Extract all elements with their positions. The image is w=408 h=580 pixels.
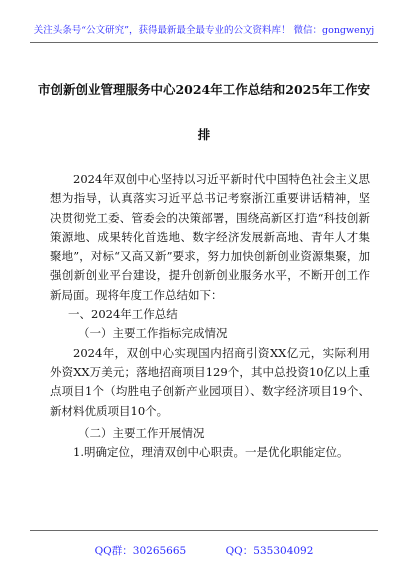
document-title-line1: 市创新创业管理服务中心2024年工作总结和2025年工作安 [37, 82, 371, 97]
footer-qq-group: QQ群：30265665 [94, 545, 187, 557]
subsection-heading-2: （二）主要工作开展情况 [78, 425, 205, 440]
footer-divider [30, 530, 378, 531]
intro-paragraph: 2024年双创中心坚持以习近平新时代中国特色社会主义思想为指导，认真落实习近平总书记考察浙江重要讲话精神，坚决贯彻党工委、管委会的决策部署，围绕高新区打造“科技创新策源地、成果转化首选地、数字经济发展新高地、青年人才集聚地”，对标“又高又新”要求，努力加快创新创业资源集聚，加强创新创业平台建设，提升创新创业服务水平，不断开创工作新局面。现将年度工作总结如下： [50, 172, 370, 302]
header-divider [30, 42, 378, 43]
footer-qq: QQ：535304092 [225, 545, 314, 557]
header-note: 关注头条号“公文研究”，获得最新最全最专业的公文资料库！ 微信：gongwenyj [33, 25, 375, 36]
subsection-heading-1: （一）主要工作指标完成情况 [78, 326, 228, 341]
subsection-1-paragraph: 2024年，双创中心实现国内招商引资XX亿元，实际利用外资XX万美元；落地招商项目129个，其中总投资10亿以上重点项目1个（均胜电子创新产业园项目）、数字经济项目19个、新材料优质项目10个。 [50, 345, 370, 418]
footer [0, 543, 408, 558]
subsection-2-paragraph: 1.明确定位，理清双创中心职责。一是优化职能定位。 [73, 445, 349, 460]
section-heading-1: 一、2024年工作总结 [68, 307, 178, 322]
document-title-line2: 排 [197, 127, 211, 142]
document-body [50, 170, 370, 462]
